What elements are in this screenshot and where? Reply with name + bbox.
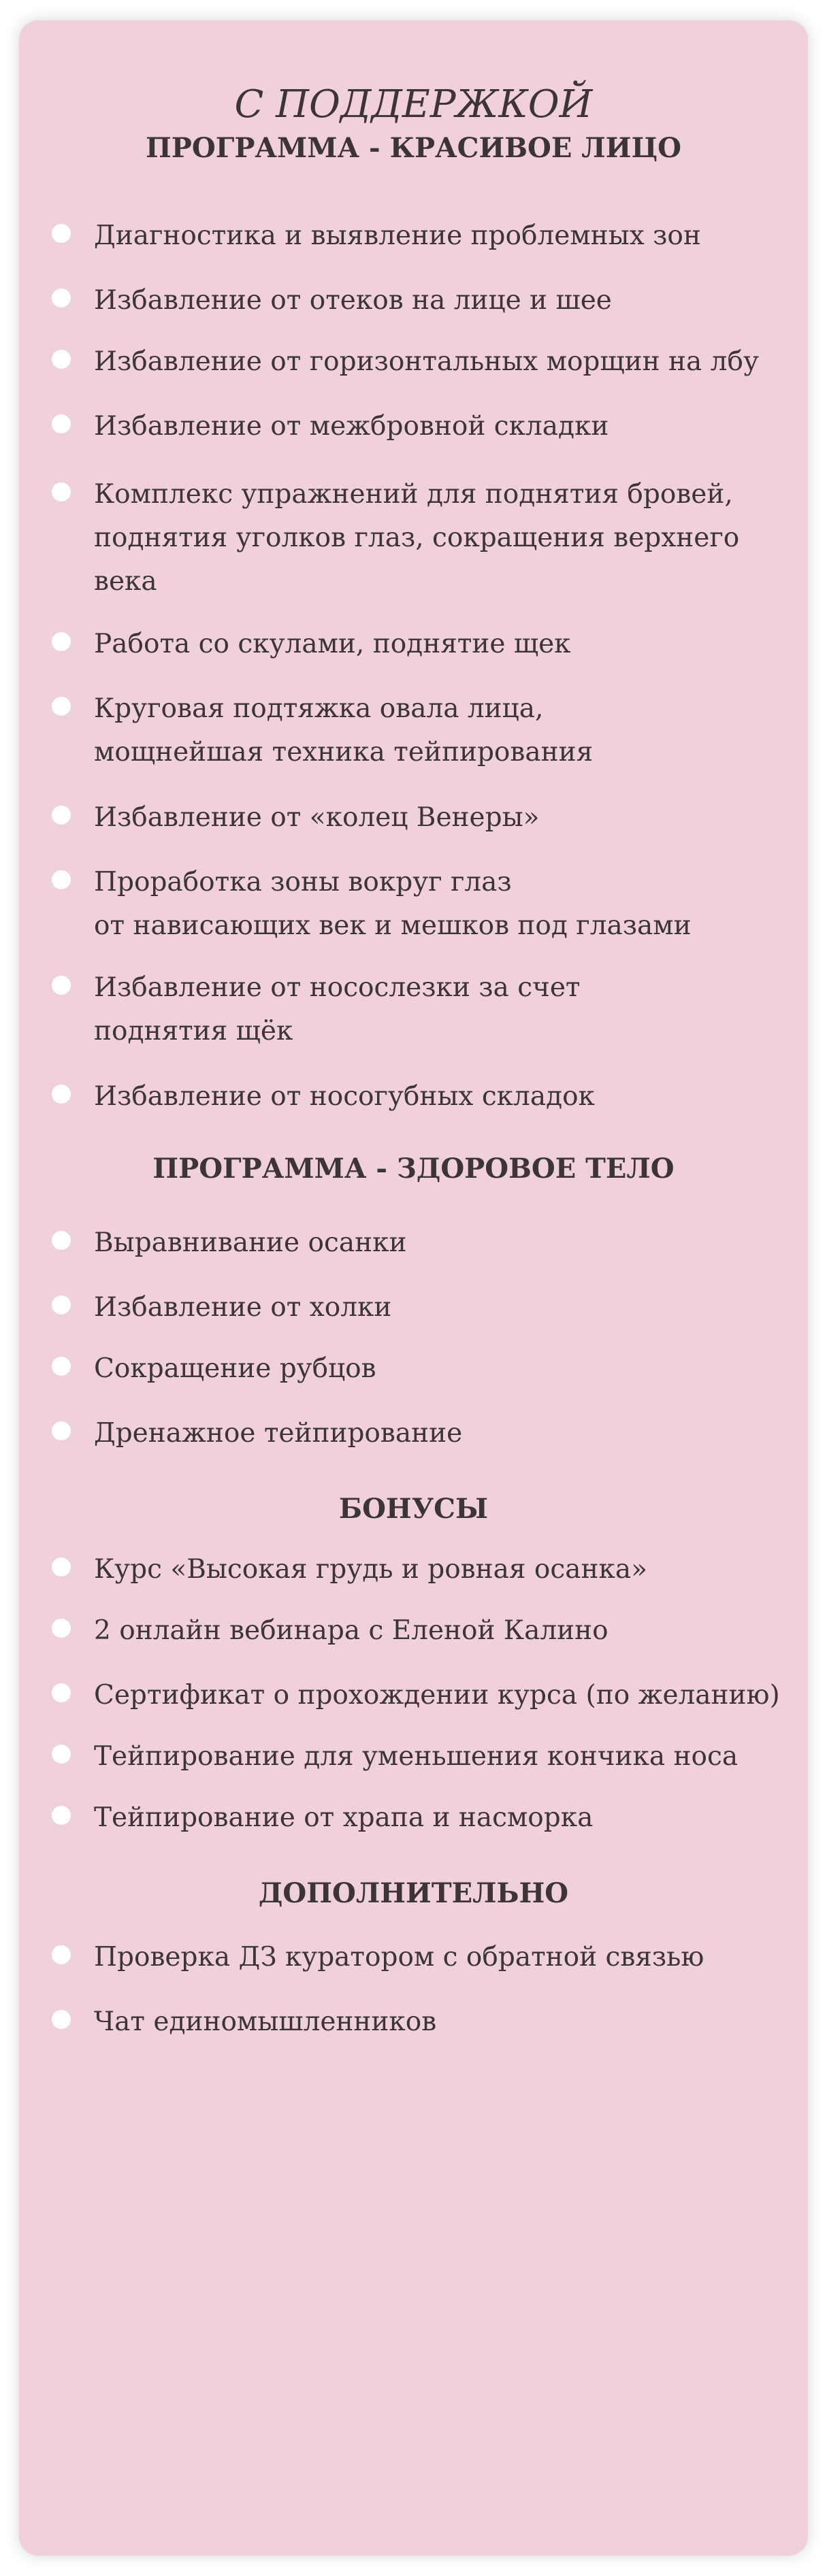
list-item-text: Диагностика и выявление проблемных зон bbox=[94, 220, 701, 251]
bullet-icon bbox=[52, 1295, 71, 1315]
bullet-icon bbox=[52, 1231, 71, 1250]
bullet-icon bbox=[52, 1806, 71, 1825]
program-card bbox=[19, 20, 808, 2556]
list-item-text: Избавление от носогубных складок bbox=[94, 1081, 595, 1112]
list-item-text: Избавление от горизонтальных морщин на лбу bbox=[94, 346, 759, 377]
bullet-icon bbox=[52, 1421, 71, 1440]
bullet-icon bbox=[52, 1945, 71, 1964]
list-item-text: Тейпирование для уменьшения кончика носа bbox=[94, 1741, 739, 1772]
list-item-text: Проработка зоны вокруг глаз от нависающих век и мешков под глазами bbox=[94, 867, 692, 941]
bullet-icon bbox=[52, 1557, 71, 1576]
section-title-bonuses: БОНУСЫ bbox=[338, 1493, 489, 1525]
bullet-icon bbox=[52, 1619, 71, 1638]
list-item-text: Избавление от холки bbox=[94, 1292, 392, 1323]
list-item-text: Круговая подтяжка овала лица, мощнейшая техника тейпирования bbox=[94, 693, 594, 767]
list-item-text: Проверка ДЗ куратором с обратной связью bbox=[94, 1942, 704, 1972]
bullet-icon bbox=[52, 224, 71, 243]
bullet-icon bbox=[52, 870, 71, 889]
list-item-text: Тейпирование от храпа и насморка bbox=[94, 1802, 594, 1833]
list-item-text: Курс «Высокая грудь и ровная осанка» bbox=[94, 1554, 647, 1585]
bullet-icon bbox=[52, 806, 71, 825]
list-item-text: Сертификат о прохождении курса (по желанию) bbox=[94, 1680, 780, 1711]
list-item-text: 2 онлайн вебинара с Еленой Калино bbox=[94, 1615, 609, 1646]
list-item-text: Сокращение рубцов bbox=[94, 1353, 376, 1384]
list-item-text: Дренажное тейпирование bbox=[94, 1418, 463, 1449]
bullet-icon bbox=[52, 976, 71, 995]
list-item-text: Комплекс упражнений для поднятия бровей, поднятия уголков глаз, сокращения верхнего века bbox=[94, 479, 740, 597]
list-item-text: Избавление от носослезки за счет поднятия щёк bbox=[94, 972, 581, 1046]
list-item-text: Выравнивание осанки bbox=[94, 1227, 407, 1258]
bullet-icon bbox=[52, 482, 71, 501]
bullet-icon bbox=[52, 414, 71, 433]
bullet-icon bbox=[52, 1357, 71, 1376]
section-title-beautiful-face: ПРОГРАММА - КРАСИВОЕ ЛИЦО bbox=[146, 132, 681, 164]
section-title-additional: ДОПОЛНИТЕЛЬНО bbox=[258, 1877, 569, 1909]
bullet-icon bbox=[52, 632, 71, 651]
list-item-text: Избавление от «колец Венеры» bbox=[94, 802, 540, 833]
bullet-icon bbox=[52, 350, 71, 369]
support-subtitle: С ПОДДЕРЖКОЙ bbox=[234, 82, 593, 127]
bullet-icon bbox=[52, 2010, 71, 2029]
list-item-text: Работа со скулами, поднятие щек bbox=[94, 629, 571, 659]
list-item-text: Избавление от межбровной складки bbox=[94, 411, 609, 442]
list-item-text: Чат единомышленников bbox=[94, 2007, 437, 2037]
bullet-icon bbox=[52, 1745, 71, 1764]
bullet-icon bbox=[52, 1085, 71, 1104]
bullet-icon bbox=[52, 288, 71, 308]
list-item-text: Избавление от отеков на лице и шее bbox=[94, 285, 612, 316]
bullet-icon bbox=[52, 697, 71, 716]
bullet-icon bbox=[52, 1683, 71, 1702]
section-title-healthy-body: ПРОГРАММА - ЗДОРОВОЕ ТЕЛО bbox=[152, 1153, 675, 1185]
